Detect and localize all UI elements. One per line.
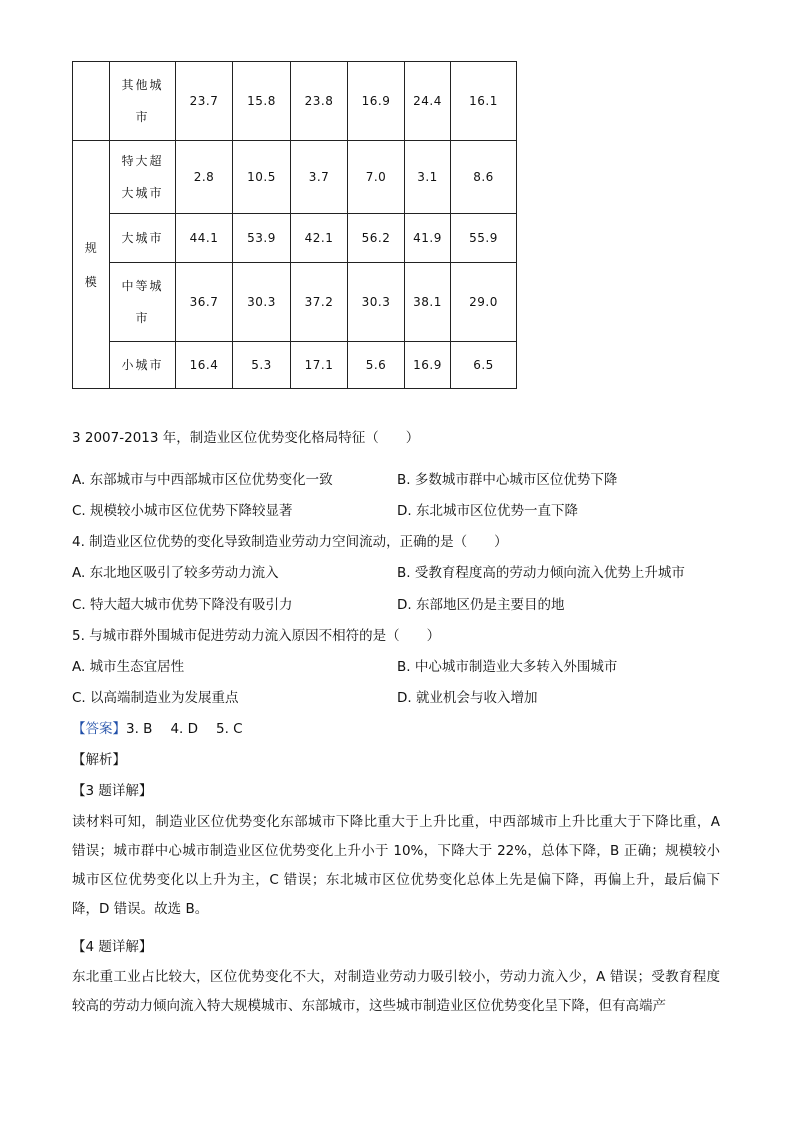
table-cell: 6.5 (451, 342, 517, 389)
table-cell: 56.2 (348, 214, 405, 263)
table-cell: 15.8 (233, 62, 291, 141)
table-row (73, 62, 517, 141)
question-3-stem: 3 2007-2013 年，制造业区位优势变化格局特征（ ） (72, 430, 420, 446)
detail-4-text: 东北重工业占比较大，区位优势变化不大，对制造业劳动力吸引较小，劳动力流入少，A 错误；受教育程度较高的劳动力倾向流入特大规模城市、东部城市，这些城市制造业区位优势变化呈下降，但有高端产 (72, 969, 720, 1014)
table-cell: 8.6 (451, 141, 517, 214)
question-5-option-d: D. 就业机会与收入增加 (397, 690, 538, 706)
question-3-option-c: C. 规模较小城市区位优势下降较显著 (72, 503, 293, 519)
table-cell: 38.1 (405, 263, 451, 342)
answer-3: 3. B (126, 721, 153, 737)
answer-line (72, 720, 243, 738)
table-cell: 16.9 (405, 342, 451, 389)
row-label-line: 特大超 (121, 154, 164, 168)
row-label-line: 市 (135, 110, 150, 124)
question-4-option-a: A. 东北地区吸引了较多劳动力流入 (72, 565, 279, 581)
table-cell: 36.7 (176, 263, 233, 342)
table-row (73, 214, 517, 263)
question-4-option-d: D. 东部地区仍是主要目的地 (397, 597, 565, 613)
analysis-label: 【解析】 (72, 752, 126, 768)
table-cell: 16.9 (348, 62, 405, 141)
table-cell: 55.9 (451, 214, 517, 263)
table-cell: 41.9 (405, 214, 451, 263)
question-5-stem: 5. 与城市群外围城市促进劳动力流入原因不相符的是（ ） (72, 628, 441, 644)
group-label-line: 规 (84, 240, 98, 255)
row-label (110, 342, 176, 389)
table-cell: 16.1 (451, 62, 517, 141)
table-cell: 37.2 (291, 263, 348, 342)
table-cell: 3.1 (405, 141, 451, 214)
table-cell: 5.3 (233, 342, 291, 389)
answer-label: 【答案】 (72, 721, 126, 737)
question-4-option-b: B. 受教育程度高的劳动力倾向流入优势上升城市 (397, 565, 685, 581)
detail-3-text: 读材料可知，制造业区位优势变化东部城市下降比重大于上升比重，中西部城市上升比重大于下降比重，A 错误；城市群中心城市制造业区位优势变化上升小于 10%，下降大于 22%，总体下降，B 正确；规模较小城市区位优势变化以上升为主，C 错误；东北城市区位优势变化总体上先是偏下降，再偏上升，最后偏下降，D 错误。故选 B。 (72, 814, 720, 917)
table-cell: 29.0 (451, 263, 517, 342)
row-label-line: 大城市 (121, 231, 164, 245)
table-cell: 5.6 (348, 342, 405, 389)
detail-4-title: 【4 题详解】 (72, 939, 153, 955)
table-cell: 7.0 (348, 141, 405, 214)
group-label (73, 141, 110, 389)
table-cell: 2.8 (176, 141, 233, 214)
question-3-option-b: B. 多数城市群中心城市区位优势下降 (397, 472, 618, 488)
detail-3-title: 【3 题详解】 (72, 783, 153, 799)
answer-4: 4. D (170, 721, 199, 737)
table-cell: 23.8 (291, 62, 348, 141)
row-label (110, 214, 176, 263)
table-cell: 23.7 (176, 62, 233, 141)
table-cell: 17.1 (291, 342, 348, 389)
table-cell: 44.1 (176, 214, 233, 263)
row-label-line: 其他城 (121, 78, 164, 92)
city-size-table (72, 61, 517, 389)
row-label-line: 大城市 (121, 186, 164, 200)
table-cell: 30.3 (233, 263, 291, 342)
table-cell: 24.4 (405, 62, 451, 141)
table-cell-blank (73, 62, 110, 141)
question-4-option-c: C. 特大超大城市优势下降没有吸引力 (72, 597, 293, 613)
answer-5: 5. C (216, 721, 243, 737)
row-label (110, 141, 176, 214)
table-cell: 16.4 (176, 342, 233, 389)
question-5-option-b: B. 中心城市制造业大多转入外围城市 (397, 659, 618, 675)
group-label-line: 模 (84, 274, 98, 289)
table-row (73, 342, 517, 389)
row-label-line: 小城市 (121, 358, 164, 372)
question-5-option-c: C. 以高端制造业为发展重点 (72, 690, 239, 706)
question-3-option-a: A. 东部城市与中西部城市区位优势变化一致 (72, 472, 333, 488)
table-cell: 3.7 (291, 141, 348, 214)
row-label-line: 中等城 (121, 279, 164, 293)
row-label (110, 62, 176, 141)
table-cell: 42.1 (291, 214, 348, 263)
table-cell: 30.3 (348, 263, 405, 342)
row-label-line: 市 (135, 311, 150, 325)
question-5-option-a: A. 城市生态宜居性 (72, 659, 185, 675)
row-label (110, 263, 176, 342)
table-row (73, 141, 517, 214)
table-cell: 53.9 (233, 214, 291, 263)
question-4-stem: 4. 制造业区位优势的变化导致制造业劳动力空间流动，正确的是（ ） (72, 534, 508, 550)
table-cell: 10.5 (233, 141, 291, 214)
table-row (73, 263, 517, 342)
question-3-option-d: D. 东北城市区位优势一直下降 (397, 503, 578, 519)
